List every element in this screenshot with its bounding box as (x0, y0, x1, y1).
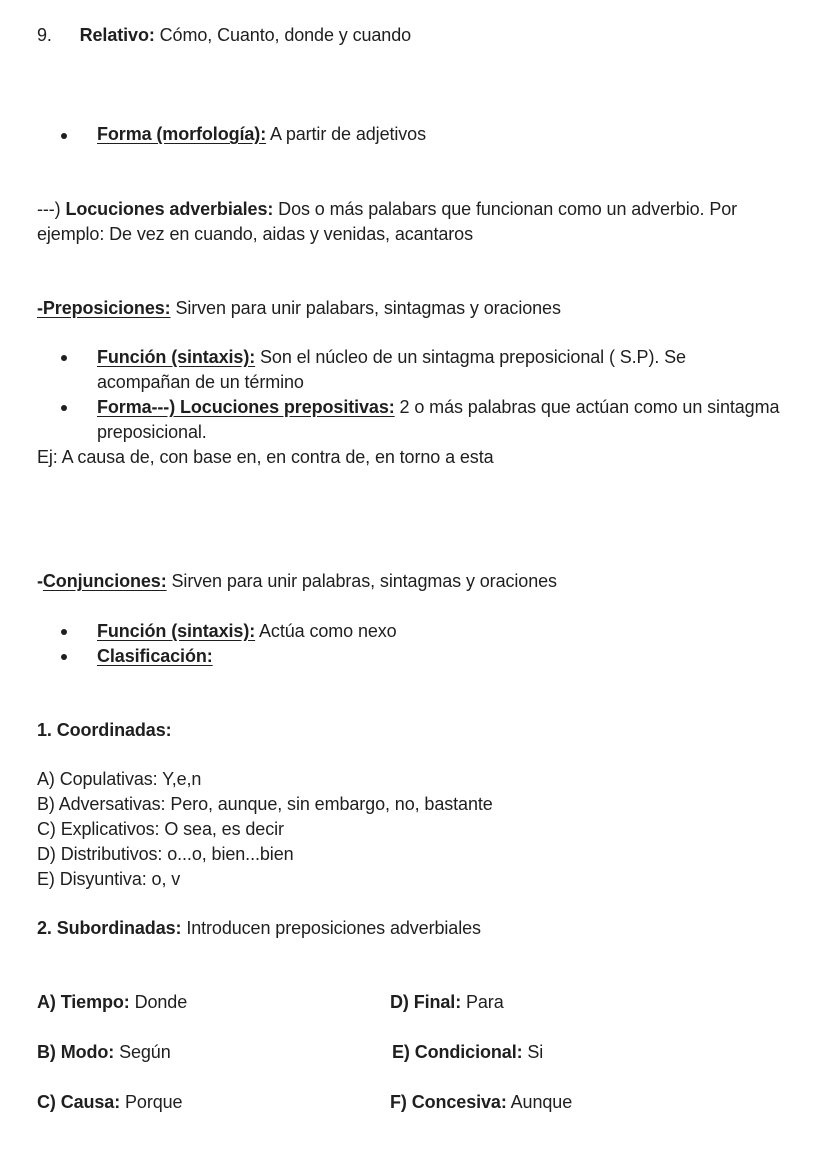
subordinada-item (37, 1040, 171, 1065)
bullet-icon (61, 405, 67, 411)
subordinada-label: F) Concesiva: (390, 1092, 507, 1112)
conjunciones-heading (37, 569, 557, 594)
preposiciones-forma-line-2 (97, 420, 207, 445)
funcion-text-1: Son el núcleo de un sintagma preposicional ( S.P). Se (255, 347, 686, 367)
preposiciones-example (37, 445, 494, 470)
forma-text: A partir de adjetivos (266, 124, 426, 144)
conj-funcion-label: Función (sintaxis): (97, 621, 256, 641)
forma-locuciones-text-2: preposicional. (97, 422, 207, 442)
subordinada-value: Para (461, 992, 504, 1012)
subordinada-item (390, 1090, 572, 1115)
coordinadas-item: E) Disyuntiva: o, v (37, 869, 181, 889)
locuciones-text-2: ejemplo: De vez en cuando, aidas y venidas, acantaros (37, 224, 473, 244)
coordinadas-item: D) Distributivos: o...o, bien...bien (37, 844, 294, 864)
funcion-label: Función (sintaxis): (97, 347, 256, 367)
preposiciones-text: Sirven para unir palabars, sintagmas y oraciones (170, 298, 561, 318)
locuciones-adverbiales-line-2 (37, 222, 473, 247)
forma-locuciones-label: Forma---) Locuciones prepositivas: (97, 397, 395, 417)
conjunciones-label: Conjunciones: (42, 571, 167, 591)
example-text: Ej: A causa de, con base en, en contra de, en torno a esta (37, 447, 494, 467)
subordinada-item (37, 990, 187, 1015)
preposiciones-funcion-line-2 (97, 370, 304, 395)
locuciones-text-1: Dos o más palabars que funcionan como un adverbio. Por (273, 199, 738, 219)
subordinada-label: B) Modo: (37, 1042, 115, 1062)
bullet-icon (61, 654, 67, 660)
preposiciones-heading (37, 296, 561, 321)
locuciones-label: Locuciones adverbiales: (65, 199, 274, 219)
preposiciones-funcion-line-1 (97, 345, 686, 370)
locuciones-prefix: ---) (37, 199, 66, 219)
locuciones-adverbiales-line-1 (37, 197, 737, 222)
subordinada-label: D) Final: (390, 992, 462, 1012)
preposiciones-label: -Preposiciones: (37, 298, 171, 318)
item-number: 9. (37, 25, 52, 45)
subordinada-value: Según (114, 1042, 171, 1062)
subordinada-item (392, 1040, 543, 1065)
subordinada-label: A) Tiempo: (37, 992, 130, 1012)
coordinadas-item: B) Adversativas: Pero, aunque, sin embargo, no, bastante (37, 794, 493, 814)
relativo-line (37, 23, 411, 48)
forma-label: Forma (morfología): (97, 124, 267, 144)
relativo-text: Cómo, Cuanto, donde y cuando (154, 25, 412, 45)
subordinadas-text: Introducen preposiciones adverbiales (181, 918, 481, 938)
conjunciones-clasificacion-line (97, 644, 213, 669)
conjunciones-dash: - (37, 571, 43, 591)
forma-locuciones-text-1: 2 o más palabras que actúan como un sintagma (394, 397, 780, 417)
funcion-text-2: acompañan de un término (97, 372, 304, 392)
conj-funcion-text: Actúa como nexo (255, 621, 397, 641)
subordinada-label: C) Causa: (37, 1092, 121, 1112)
clasificacion-label: Clasificación: (97, 646, 213, 666)
subordinada-label: E) Condicional: (392, 1042, 523, 1062)
subordinada-value: Donde (129, 992, 188, 1012)
conjunciones-funcion-line (97, 619, 397, 644)
coordinadas-item: C) Explicativos: O sea, es decir (37, 819, 284, 839)
coordinadas-item: A) Copulativas: Y,e,n (37, 769, 202, 789)
conjunciones-text: Sirven para unir palabras, sintagmas y oraciones (166, 571, 557, 591)
subordinada-item (37, 1090, 182, 1115)
bullet-icon (61, 629, 67, 635)
subordinadas-heading (37, 916, 481, 941)
preposiciones-forma-line-1 (97, 395, 779, 420)
coordinadas-title: 1. Coordinadas: (37, 720, 172, 740)
subordinadas-title: 2. Subordinadas: (37, 918, 182, 938)
bullet-icon (61, 133, 67, 139)
subordinada-value: Si (522, 1042, 544, 1062)
subordinada-value: Porque (120, 1092, 183, 1112)
subordinada-item (390, 990, 504, 1015)
relativo-label: Relativo: (79, 25, 155, 45)
forma-adjetivos-line (97, 122, 426, 147)
bullet-icon (61, 355, 67, 361)
subordinada-value: Aunque (506, 1092, 573, 1112)
